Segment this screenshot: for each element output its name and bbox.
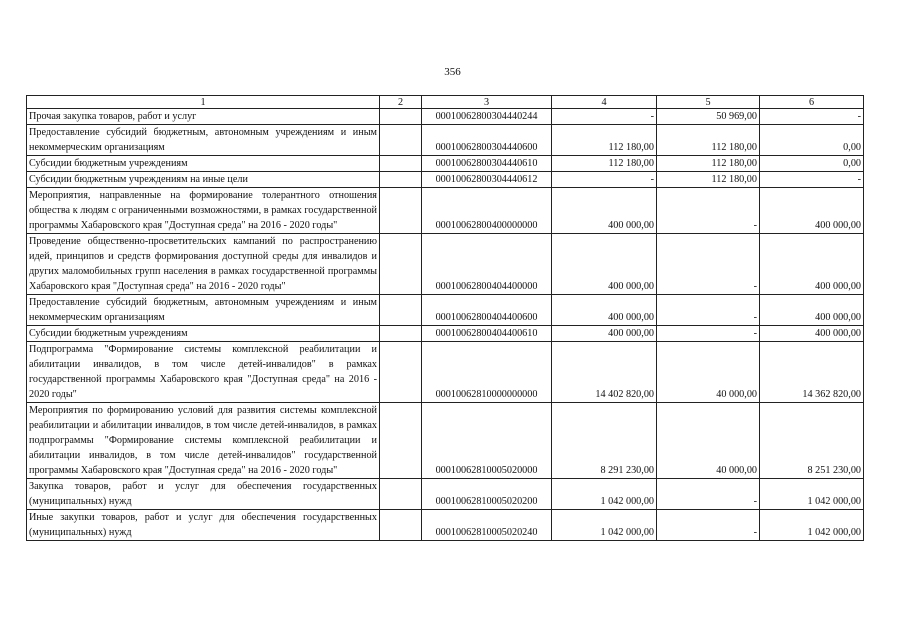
table-row — [27, 295, 864, 326]
page-number: 356 — [444, 66, 461, 78]
row-name: Иные закупки товаров, работ и услуг для обеспечения государственных (муниципальных) нужд — [27, 510, 380, 541]
column-header-3: 3 — [422, 96, 552, 109]
row-value-6: 8 251 230,00 — [760, 403, 864, 479]
column-header-5: 5 — [657, 96, 760, 109]
row-value-6: 400 000,00 — [760, 188, 864, 234]
row-code: 00010062800304440600 — [422, 125, 552, 156]
row-code: 00010062810000000000 — [422, 342, 552, 403]
row-value-4: 400 000,00 — [552, 326, 657, 342]
row-value-5: - — [657, 326, 760, 342]
table-row — [27, 403, 864, 479]
row-name: Предоставление субсидий бюджетным, автономным учреждениям и иным некоммерческим организациям — [27, 125, 380, 156]
row-code: 00010062810005020000 — [422, 403, 552, 479]
row-value-4: - — [552, 109, 657, 125]
row-value-5: 112 180,00 — [657, 172, 760, 188]
budget-table — [26, 95, 864, 541]
row-name: Субсидии бюджетным учреждениям на иные цели — [27, 172, 380, 188]
table-row — [27, 188, 864, 234]
row-code: 00010062800304440244 — [422, 109, 552, 125]
row-code: 00010062800404400610 — [422, 326, 552, 342]
row-col2 — [380, 403, 422, 479]
column-header-6: 6 — [760, 96, 864, 109]
row-name: Мероприятия, направленные на формирование толерантного отношения общества к людям с ограниченными возможностями, в рамках государственной программы Хабаровского края "Доступная среда" на 2016 - 2020 годы" — [27, 188, 380, 234]
row-value-5: 40 000,00 — [657, 403, 760, 479]
row-col2 — [380, 109, 422, 125]
row-value-5: 112 180,00 — [657, 125, 760, 156]
row-col2 — [380, 188, 422, 234]
row-col2 — [380, 295, 422, 326]
row-value-5: - — [657, 234, 760, 295]
table-row — [27, 234, 864, 295]
row-value-4: 112 180,00 — [552, 125, 657, 156]
row-name: Мероприятия по формированию условий для развития системы комплексной реабилитации и абилитации инвалидов, в том числе детей-инвалидов, в рамках подпрограммы "Формирование системы комплексной реабилитации и абилитации инвалидов, в том числе детей-инвалидов" государственной программы Хабаровского края "Доступная среда" на 2016 - 2020 годы" — [27, 403, 380, 479]
row-value-5: 50 969,00 — [657, 109, 760, 125]
row-value-4: 400 000,00 — [552, 295, 657, 326]
row-col2 — [380, 125, 422, 156]
row-code: 00010062810005020200 — [422, 479, 552, 510]
row-code: 00010062810005020240 — [422, 510, 552, 541]
row-col2 — [380, 172, 422, 188]
row-col2 — [380, 234, 422, 295]
row-value-6: 400 000,00 — [760, 326, 864, 342]
row-col2 — [380, 479, 422, 510]
header-row — [27, 96, 864, 109]
row-col2 — [380, 510, 422, 541]
row-name: Прочая закупка товаров, работ и услуг — [27, 109, 380, 125]
row-value-5: - — [657, 479, 760, 510]
row-code: 00010062800304440612 — [422, 172, 552, 188]
column-header-4: 4 — [552, 96, 657, 109]
row-value-4: 1 042 000,00 — [552, 479, 657, 510]
table-row — [27, 156, 864, 172]
row-value-4: 1 042 000,00 — [552, 510, 657, 541]
row-value-6: 14 362 820,00 — [760, 342, 864, 403]
row-name: Закупка товаров, работ и услуг для обеспечения государственных (муниципальных) нужд — [27, 479, 380, 510]
row-name: Субсидии бюджетным учреждениям — [27, 156, 380, 172]
table-row — [27, 342, 864, 403]
row-value-5: - — [657, 510, 760, 541]
row-value-4: 400 000,00 — [552, 234, 657, 295]
row-name: Субсидии бюджетным учреждениям — [27, 326, 380, 342]
row-code: 00010062800404400000 — [422, 234, 552, 295]
row-value-6: 400 000,00 — [760, 295, 864, 326]
column-header-1: 1 — [27, 96, 380, 109]
row-value-6: 1 042 000,00 — [760, 479, 864, 510]
row-value-4: 112 180,00 — [552, 156, 657, 172]
row-code: 00010062800304440610 — [422, 156, 552, 172]
row-value-6: - — [760, 172, 864, 188]
row-code: 00010062800400000000 — [422, 188, 552, 234]
row-name: Подпрограмма "Формирование системы комплексной реабилитации и абилитации инвалидов, в том числе детей-инвалидов" в рамках государственной программы Хабаровского края "Доступная среда" на 2016 - 2020 годы" — [27, 342, 380, 403]
row-name: Предоставление субсидий бюджетным, автономным учреждениям и иным некоммерческим организациям — [27, 295, 380, 326]
row-name: Проведение общественно-просветительских кампаний по распространению идей, принципов и средств формирования доступной среды для инвалидов и других маломобильных групп населения в рамках государственной программы Хабаровского края "Доступная среда" на 2016 - 2020 годы" — [27, 234, 380, 295]
row-value-5: 40 000,00 — [657, 342, 760, 403]
row-value-5: - — [657, 188, 760, 234]
table-row — [27, 510, 864, 541]
table-row — [27, 125, 864, 156]
table-row — [27, 109, 864, 125]
table-row — [27, 479, 864, 510]
row-value-6: - — [760, 109, 864, 125]
row-value-4: - — [552, 172, 657, 188]
row-col2 — [380, 156, 422, 172]
row-value-6: 0,00 — [760, 125, 864, 156]
row-col2 — [380, 326, 422, 342]
row-value-4: 14 402 820,00 — [552, 342, 657, 403]
row-value-6: 1 042 000,00 — [760, 510, 864, 541]
row-value-4: 400 000,00 — [552, 188, 657, 234]
column-header-2: 2 — [380, 96, 422, 109]
row-col2 — [380, 342, 422, 403]
row-value-5: - — [657, 295, 760, 326]
row-value-4: 8 291 230,00 — [552, 403, 657, 479]
row-value-6: 400 000,00 — [760, 234, 864, 295]
row-value-6: 0,00 — [760, 156, 864, 172]
row-code: 00010062800404400600 — [422, 295, 552, 326]
row-value-5: 112 180,00 — [657, 156, 760, 172]
table-row — [27, 326, 864, 342]
table-row — [27, 172, 864, 188]
